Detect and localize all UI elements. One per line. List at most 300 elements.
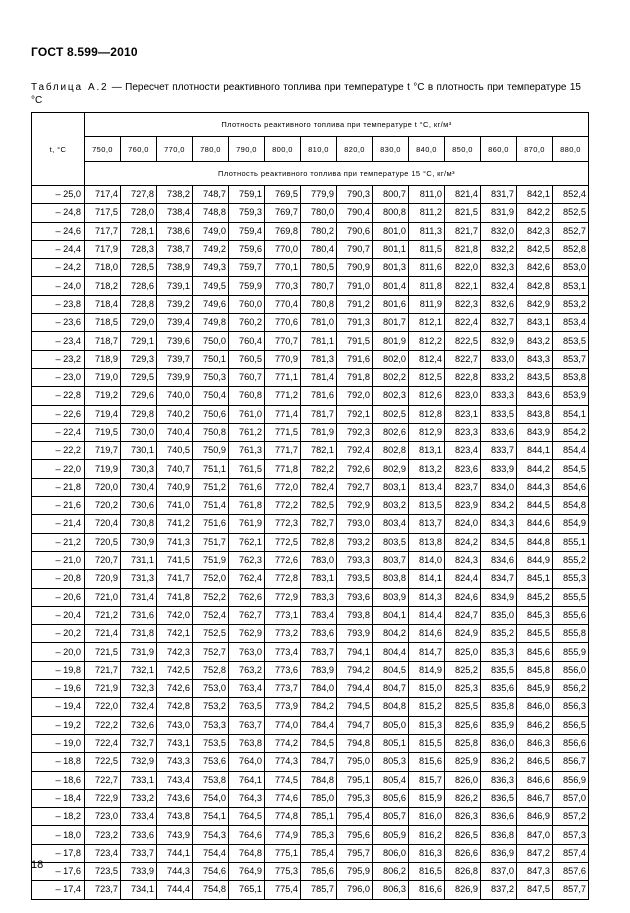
density-cell: 834,3: [481, 515, 517, 533]
temperature-cell: – 20,2: [32, 625, 85, 643]
density-cell: 805,0: [373, 716, 409, 734]
density-cell: 771,1: [265, 368, 301, 386]
density-cell: 732,3: [121, 680, 157, 698]
density-cell: 791,6: [337, 350, 373, 368]
temperature-cell: – 24,4: [32, 240, 85, 258]
density-cell: 743,3: [157, 753, 193, 771]
density-cell: 794,8: [337, 734, 373, 752]
density-cell: 740,5: [157, 442, 193, 460]
density-cell: 738,9: [157, 259, 193, 277]
density-cell: 854,5: [553, 460, 589, 478]
density-cell: 792,1: [337, 405, 373, 423]
density-cell: 752,4: [193, 606, 229, 624]
density-cell: 749,8: [193, 314, 229, 332]
density-cell: 774,0: [265, 716, 301, 734]
density-cell: 843,2: [517, 332, 553, 350]
temperature-cell: – 22,4: [32, 423, 85, 441]
density-cell: 846,6: [517, 771, 553, 789]
table-row: [32, 844, 589, 862]
table-row: [32, 881, 589, 899]
temperature-cell: – 20,4: [32, 606, 85, 624]
density-cell: 741,8: [157, 588, 193, 606]
density-cell: 730,4: [121, 478, 157, 496]
table-row: [32, 625, 589, 643]
density-cell: 785,1: [301, 808, 337, 826]
density-cell: 847,3: [517, 862, 553, 880]
density-cell: 842,5: [517, 240, 553, 258]
temperature-cell: – 19,0: [32, 734, 85, 752]
density-cell: 795,4: [337, 808, 373, 826]
density-cell: 852,7: [553, 222, 589, 240]
density-cell: 854,2: [553, 423, 589, 441]
density-cell: 832,3: [481, 259, 517, 277]
density-cell: 781,4: [301, 368, 337, 386]
density-cell: 854,6: [553, 478, 589, 496]
density-cell: 853,8: [553, 368, 589, 386]
density-cell: 844,6: [517, 515, 553, 533]
density-conversion-table: [31, 112, 589, 900]
density-cell: 719,2: [85, 387, 121, 405]
density-cell: 801,3: [373, 259, 409, 277]
density-cell: 732,1: [121, 661, 157, 679]
density-cell: 733,6: [121, 826, 157, 844]
table-row: [32, 551, 589, 569]
density-cell: 751,9: [193, 551, 229, 569]
density-cell: 752,2: [193, 588, 229, 606]
density-cell: 843,5: [517, 368, 553, 386]
temperature-cell: – 23,6: [32, 314, 85, 332]
density-cell: 764,3: [229, 789, 265, 807]
density-cell: 826,0: [445, 771, 481, 789]
density-cell: 723,4: [85, 844, 121, 862]
density-cell: 812,8: [409, 405, 445, 423]
density-cell: 742,6: [157, 680, 193, 698]
density-cell: 742,1: [157, 625, 193, 643]
density-cell: 779,9: [301, 186, 337, 204]
density-cell: 792,7: [337, 478, 373, 496]
density-cell: 794,2: [337, 661, 373, 679]
density-cell: 795,0: [337, 753, 373, 771]
density-cell: 816,5: [409, 862, 445, 880]
density-cell: 720,4: [85, 515, 121, 533]
density-cell: 802,9: [373, 460, 409, 478]
density-column-header: 780,0: [193, 137, 229, 162]
temperature-cell: – 18,0: [32, 826, 85, 844]
density-cell: 752,5: [193, 625, 229, 643]
density-cell: 750,6: [193, 405, 229, 423]
density-cell: 801,4: [373, 277, 409, 295]
temperature-cell: – 19,8: [32, 661, 85, 679]
density-cell: 852,8: [553, 240, 589, 258]
density-cell: 741,2: [157, 515, 193, 533]
density-cell: 743,9: [157, 826, 193, 844]
density-cell: 812,1: [409, 314, 445, 332]
density-cell: 733,2: [121, 789, 157, 807]
density-cell: 743,1: [157, 734, 193, 752]
density-cell: 782,8: [301, 533, 337, 551]
density-cell: 823,9: [445, 497, 481, 515]
density-cell: 815,6: [409, 753, 445, 771]
density-cell: 720,0: [85, 478, 121, 496]
density-cell: 842,6: [517, 259, 553, 277]
density-cell: 780,4: [301, 240, 337, 258]
density-cell: 854,4: [553, 442, 589, 460]
density-cell: 773,6: [265, 661, 301, 679]
density-cell: 743,0: [157, 716, 193, 734]
density-cell: 813,5: [409, 497, 445, 515]
density-cell: 764,9: [229, 862, 265, 880]
density-cell: 743,8: [157, 808, 193, 826]
density-cell: 826,9: [445, 881, 481, 899]
density-cell: 762,6: [229, 588, 265, 606]
density-cell: 836,5: [481, 789, 517, 807]
table-head: [32, 113, 589, 186]
density-cell: 855,9: [553, 643, 589, 661]
table-caption-lead: Таблица А.2: [31, 82, 109, 93]
density-cell: 823,4: [445, 442, 481, 460]
density-cell: 822,4: [445, 314, 481, 332]
density-cell: 843,6: [517, 387, 553, 405]
density-cell: 719,4: [85, 405, 121, 423]
temperature-header: t, °С: [32, 113, 85, 186]
density-cell: 771,4: [265, 405, 301, 423]
density-cell: 722,9: [85, 789, 121, 807]
density-cell: 753,5: [193, 734, 229, 752]
temperature-cell: – 17,8: [32, 844, 85, 862]
density-cell: 780,5: [301, 259, 337, 277]
density-cell: 804,8: [373, 698, 409, 716]
density-cell: 780,8: [301, 295, 337, 313]
density-cell: 835,3: [481, 643, 517, 661]
density-cell: 856,3: [553, 698, 589, 716]
density-cell: 784,5: [301, 734, 337, 752]
density-cell: 793,8: [337, 606, 373, 624]
density-cell: 823,6: [445, 460, 481, 478]
density-cell: 833,2: [481, 368, 517, 386]
density-cell: 784,7: [301, 753, 337, 771]
density-cell: 835,6: [481, 680, 517, 698]
density-cell: 721,4: [85, 625, 121, 643]
density-cell: 770,1: [265, 259, 301, 277]
density-cell: 783,0: [301, 551, 337, 569]
density-cell: 834,7: [481, 570, 517, 588]
density-cell: 772,8: [265, 570, 301, 588]
density-cell: 738,4: [157, 204, 193, 222]
density-cell: 853,9: [553, 387, 589, 405]
density-cell: 856,9: [553, 771, 589, 789]
temperature-cell: – 24,2: [32, 259, 85, 277]
density-cell: 721,0: [85, 588, 121, 606]
density-cell: 774,5: [265, 771, 301, 789]
density-cell: 794,4: [337, 680, 373, 698]
temperature-cell: – 21,4: [32, 515, 85, 533]
density-cell: 717,4: [85, 186, 121, 204]
density-cell: 741,7: [157, 570, 193, 588]
density-cell: 728,1: [121, 222, 157, 240]
density-cell: 717,9: [85, 240, 121, 258]
density-cell: 728,5: [121, 259, 157, 277]
density-cell: 821,7: [445, 222, 481, 240]
density-column-header: 880,0: [553, 137, 589, 162]
density-cell: 815,9: [409, 789, 445, 807]
density-cell: 834,9: [481, 588, 517, 606]
temperature-cell: – 18,4: [32, 789, 85, 807]
density-cell: 842,8: [517, 277, 553, 295]
density-cell: 843,9: [517, 423, 553, 441]
table-row: [32, 387, 589, 405]
density-cell: 821,5: [445, 204, 481, 222]
density-cell: 717,7: [85, 222, 121, 240]
density-cell: 751,1: [193, 460, 229, 478]
density-cell: 826,6: [445, 844, 481, 862]
density-cell: 832,4: [481, 277, 517, 295]
density-cell: 738,2: [157, 186, 193, 204]
density-cell: 805,7: [373, 808, 409, 826]
density-cell: 780,7: [301, 277, 337, 295]
density-cell: 800,7: [373, 186, 409, 204]
density-cell: 719,7: [85, 442, 121, 460]
density-cell: 857,2: [553, 808, 589, 826]
density-cell: 784,2: [301, 698, 337, 716]
density-cell: 753,2: [193, 698, 229, 716]
density-cell: 752,7: [193, 643, 229, 661]
table-row: [32, 240, 589, 258]
density-cell: 832,9: [481, 332, 517, 350]
density-cell: 814,3: [409, 588, 445, 606]
density-cell: 740,4: [157, 423, 193, 441]
density-cell: 774,9: [265, 826, 301, 844]
density-column-header: 810,0: [301, 137, 337, 162]
density-cell: 785,7: [301, 881, 337, 899]
density-cell: 854,8: [553, 497, 589, 515]
density-cell: 790,4: [337, 204, 373, 222]
table-row: [32, 515, 589, 533]
density-cell: 812,2: [409, 332, 445, 350]
density-cell: 814,9: [409, 661, 445, 679]
density-cell: 842,3: [517, 222, 553, 240]
density-cell: 763,7: [229, 716, 265, 734]
density-cell: 762,3: [229, 551, 265, 569]
density-cell: 847,2: [517, 844, 553, 862]
density-cell: 748,8: [193, 204, 229, 222]
density-cell: 732,4: [121, 698, 157, 716]
density-cell: 843,3: [517, 350, 553, 368]
density-cell: 761,2: [229, 423, 265, 441]
density-cell: 772,3: [265, 515, 301, 533]
density-cell: 793,5: [337, 570, 373, 588]
density-cell: 800,8: [373, 204, 409, 222]
density-cell: 750,1: [193, 350, 229, 368]
density-cell: 814,6: [409, 625, 445, 643]
density-cell: 771,2: [265, 387, 301, 405]
density-cell: 855,5: [553, 588, 589, 606]
density-column-header: 850,0: [445, 137, 481, 162]
density-cell: 812,4: [409, 350, 445, 368]
density-cell: 834,6: [481, 551, 517, 569]
density-cell: 784,8: [301, 771, 337, 789]
density-cell: 832,2: [481, 240, 517, 258]
density-cell: 834,5: [481, 533, 517, 551]
density-cell: 731,3: [121, 570, 157, 588]
density-cell: 721,7: [85, 661, 121, 679]
density-cell: 792,3: [337, 423, 373, 441]
density-cell: 844,2: [517, 460, 553, 478]
density-cell: 795,7: [337, 844, 373, 862]
density-cell: 801,7: [373, 314, 409, 332]
density-cell: 761,3: [229, 442, 265, 460]
density-cell: 854,1: [553, 405, 589, 423]
density-columns-row: [32, 137, 589, 162]
density-cell: 816,6: [409, 881, 445, 899]
density-cell: 718,0: [85, 259, 121, 277]
density-cell: 853,0: [553, 259, 589, 277]
density-cell: 855,2: [553, 551, 589, 569]
density-cell: 814,1: [409, 570, 445, 588]
density-cell: 843,8: [517, 405, 553, 423]
density-cell: 785,0: [301, 789, 337, 807]
density-cell: 729,6: [121, 387, 157, 405]
density-cell: 763,2: [229, 661, 265, 679]
density-cell: 822,0: [445, 259, 481, 277]
density-cell: 836,0: [481, 734, 517, 752]
density-cell: 792,9: [337, 497, 373, 515]
density-cell: 733,1: [121, 771, 157, 789]
density-cell: 730,1: [121, 442, 157, 460]
density-cell: 785,6: [301, 862, 337, 880]
density-column-header: 830,0: [373, 137, 409, 162]
density-cell: 722,0: [85, 698, 121, 716]
table-row: [32, 350, 589, 368]
table-row: [32, 442, 589, 460]
density-cell: 792,0: [337, 387, 373, 405]
density-cell: 781,7: [301, 405, 337, 423]
table-row: [32, 588, 589, 606]
density-cell: 831,7: [481, 186, 517, 204]
density-cell: 842,9: [517, 295, 553, 313]
temperature-cell: – 23,4: [32, 332, 85, 350]
density-cell: 765,1: [229, 881, 265, 899]
density-cell: 826,5: [445, 826, 481, 844]
density-column-header: 790,0: [229, 137, 265, 162]
density-cell: 805,4: [373, 771, 409, 789]
table-row: [32, 789, 589, 807]
density-cell: 853,1: [553, 277, 589, 295]
density-cell: 764,1: [229, 771, 265, 789]
density-cell: 834,0: [481, 478, 517, 496]
table-row: [32, 716, 589, 734]
density-cell: 718,5: [85, 314, 121, 332]
density-cell: 837,2: [481, 881, 517, 899]
density-cell: 816,2: [409, 826, 445, 844]
density-column-header: 860,0: [481, 137, 517, 162]
density-cell: 730,9: [121, 533, 157, 551]
density-cell: 806,3: [373, 881, 409, 899]
temperature-cell: – 20,8: [32, 570, 85, 588]
density-cell: 803,9: [373, 588, 409, 606]
density-cell: 853,5: [553, 332, 589, 350]
density-cell: 842,1: [517, 186, 553, 204]
density-cell: 723,2: [85, 826, 121, 844]
density-cell: 856,6: [553, 734, 589, 752]
density-cell: 803,4: [373, 515, 409, 533]
density-cell: 802,3: [373, 387, 409, 405]
density-cell: 759,1: [229, 186, 265, 204]
density-cell: 852,5: [553, 204, 589, 222]
density-cell: 780,2: [301, 222, 337, 240]
temperature-cell: – 22,2: [32, 442, 85, 460]
density-cell: 824,3: [445, 551, 481, 569]
density-cell: 856,7: [553, 753, 589, 771]
density-cell: 853,4: [553, 314, 589, 332]
density-cell: 750,0: [193, 332, 229, 350]
table-row: [32, 606, 589, 624]
density-at-15-header: Плотность реактивного топлива при температуре 15 °С, кг/м³: [85, 162, 589, 186]
density-cell: 741,0: [157, 497, 193, 515]
density-cell: 846,7: [517, 789, 553, 807]
density-cell: 856,5: [553, 716, 589, 734]
table-row: [32, 186, 589, 204]
density-cell: 754,6: [193, 862, 229, 880]
density-cell: 834,2: [481, 497, 517, 515]
density-cell: 774,3: [265, 753, 301, 771]
table-row: [32, 314, 589, 332]
temperature-cell: – 21,2: [32, 533, 85, 551]
density-cell: 751,7: [193, 533, 229, 551]
density-cell: 845,6: [517, 643, 553, 661]
density-cell: 836,2: [481, 753, 517, 771]
density-cell: 825,8: [445, 734, 481, 752]
density-cell: 824,6: [445, 588, 481, 606]
density-cell: 806,0: [373, 844, 409, 862]
density-cell: 836,9: [481, 844, 517, 862]
density-cell: 729,1: [121, 332, 157, 350]
density-cell: 718,4: [85, 295, 121, 313]
density-cell: 855,6: [553, 606, 589, 624]
table-row: [32, 643, 589, 661]
table-row: [32, 734, 589, 752]
density-cell: 763,5: [229, 698, 265, 716]
temperature-cell: – 21,6: [32, 497, 85, 515]
density-cell: 804,5: [373, 661, 409, 679]
density-cell: 722,2: [85, 716, 121, 734]
density-cell: 842,2: [517, 204, 553, 222]
density-cell: 759,6: [229, 240, 265, 258]
density-cell: 826,2: [445, 789, 481, 807]
density-column-header: 800,0: [265, 137, 301, 162]
table-row: [32, 497, 589, 515]
density-cell: 773,9: [265, 698, 301, 716]
density-cell: 771,7: [265, 442, 301, 460]
density-cell: 794,7: [337, 716, 373, 734]
density-cell: 749,3: [193, 259, 229, 277]
density-cell: 763,4: [229, 680, 265, 698]
density-cell: 793,3: [337, 551, 373, 569]
density-cell: 803,7: [373, 551, 409, 569]
density-cell: 770,9: [265, 350, 301, 368]
density-cell: 857,0: [553, 789, 589, 807]
density-cell: 718,9: [85, 350, 121, 368]
density-cell: 773,1: [265, 606, 301, 624]
density-cell: 795,1: [337, 771, 373, 789]
density-cell: 770,4: [265, 295, 301, 313]
density-cell: 730,6: [121, 497, 157, 515]
density-cell: 754,3: [193, 826, 229, 844]
density-cell: 832,6: [481, 295, 517, 313]
density-cell: 822,3: [445, 295, 481, 313]
density-cell: 723,0: [85, 808, 121, 826]
density-cell: 815,0: [409, 680, 445, 698]
density-cell: 853,2: [553, 295, 589, 313]
